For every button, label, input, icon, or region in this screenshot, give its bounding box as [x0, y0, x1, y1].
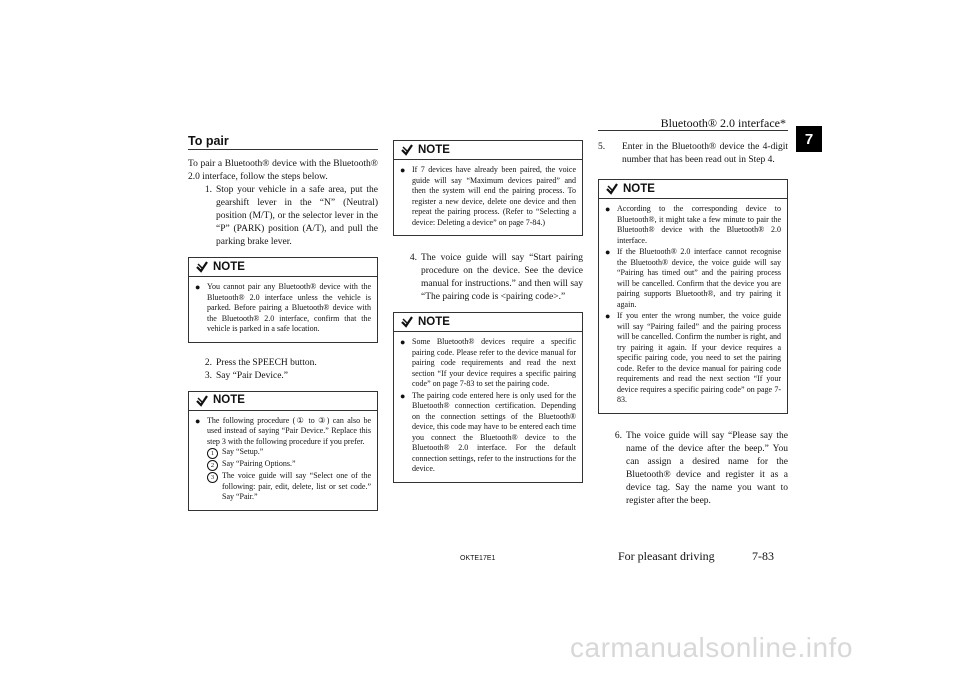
watermark: carmanualsonline.info [570, 632, 853, 663]
step-text: The voice guide will say “Please say the name of the device after the beep.” You can assign a desired name for the Bluetooth® device and register it as a device tag. Say the name you want to register after the beep. [626, 430, 788, 506]
note-header [189, 258, 377, 277]
sub-step-text: Say “Setup.” [222, 447, 264, 456]
bullet-icon: ● [605, 204, 611, 214]
note-text: The pairing code entered here is only used for the Bluetooth® connection certification. Depending on the connection settings of the Bluetooth® device, this code may have to be entered each time you connect the Bluetooth® device to the Bluetooth® 2.0 interface. For the default connection settings, refer to the instructions for the device. [412, 390, 576, 473]
step-number: 1. [204, 185, 212, 195]
note-label: NOTE [418, 315, 450, 328]
chapter-tab: 7 [796, 126, 822, 152]
step-5 [598, 141, 788, 167]
note-text: According to the corresponding device to Bluetooth®, it might take a few minute to pair the Bluetooth® device with the Bluetooth® 2.0 interface. [617, 204, 781, 245]
bullet-icon: ● [605, 247, 611, 257]
step-number: 5. [598, 142, 606, 152]
step-text: The voice guide will say “Start pairing procedure on the device. See the device manual for instructions.” and then will say “The pairing code is <pairing code>.” [421, 253, 583, 302]
note-box [188, 257, 378, 343]
note-text: If the Bluetooth® 2.0 interface cannot recognise the Bluetooth® device, the voice guide will say “Pairing has timed out” and the pairing process will be cancelled. Confirm that the device you are pairing supports Bluetooth®, and try pairing it again. [617, 247, 781, 309]
page-number: 7-83 [752, 549, 774, 563]
note-header [394, 313, 582, 332]
note-body [599, 199, 787, 406]
note-label: NOTE [213, 260, 245, 273]
sub-step-text: The voice guide will say “Select one of the following: pair, edit, delete, list or set code.” Say “Pair.” [222, 471, 371, 501]
note-item [605, 247, 781, 310]
note-body [394, 160, 582, 228]
step-3 [188, 370, 378, 383]
note-item [605, 311, 781, 406]
note-box [598, 179, 788, 414]
step-2 [188, 357, 378, 370]
step-text: Stop your vehicle in a safe area, put the gearshift lever in the “N” (Neutral) position (M/T), or the selector lever in the “P” (PARK) position (A/T), and pull the parking brake lever. [216, 185, 378, 247]
bullet-icon: ● [400, 390, 406, 401]
note-header [599, 180, 787, 199]
step-1 [188, 184, 378, 249]
note-check-icon [400, 315, 414, 329]
sub-step [207, 459, 371, 471]
step-text: Enter in the Bluetooth® device the 4-digit number that has been read out in Step 4. [622, 142, 788, 165]
note-text: If you enter the wrong number, the voice guide will say “Pairing failed” and the pairing process will be cancelled. Confirm the number is right, and try pairing it again. If your device requires a specific pairing code, you need to set the pairing code. Refer to the device manual for pairing code requirements and read the next section “If your device requires a specific pairing code” on page 7-83. [617, 311, 781, 404]
note-check-icon [605, 182, 619, 196]
bullet-icon: ● [400, 337, 406, 347]
section-title: To pair [188, 135, 378, 150]
note-item [400, 337, 576, 390]
bullet-icon: ● [195, 415, 201, 426]
step-text: Say “Pair Device.” [216, 370, 289, 381]
step-number: 3. [204, 370, 212, 381]
circled-number: 3 [207, 472, 218, 483]
sub-step [207, 471, 371, 503]
step-number: 6. [614, 430, 622, 441]
note-check-icon [195, 260, 209, 274]
sub-step-text: Say “Pairing Options.” [222, 459, 296, 468]
note-label: NOTE [213, 394, 245, 406]
note-item [400, 165, 576, 228]
note-box [393, 312, 583, 483]
note-item [400, 391, 576, 475]
column-1 [188, 135, 378, 519]
note-body [394, 332, 582, 475]
note-text: Some Bluetooth® devices require a specific pairing code. Please refer to the device manual for pairing code requirements and read the next section “If your device requires a specific pairing code” on page 7-83 to set the pairing code. [412, 337, 576, 388]
note-check-icon [400, 143, 414, 157]
header-rule [598, 130, 788, 131]
note-label: NOTE [418, 143, 450, 156]
note-item [605, 204, 781, 246]
note-box [188, 391, 378, 511]
column-3 [598, 141, 788, 508]
footer-section: For pleasant driving [618, 549, 715, 563]
note-header [189, 392, 377, 411]
note-body [189, 411, 377, 503]
note-content [207, 416, 371, 503]
bullet-icon: ● [195, 282, 201, 292]
note-item [195, 416, 371, 503]
bullet-icon: ● [605, 311, 611, 321]
note-item [195, 282, 371, 335]
step-number: 4. [409, 253, 417, 263]
step-6 [598, 430, 788, 508]
step-4 [393, 252, 583, 304]
column-2 [393, 140, 583, 491]
bullet-icon: ● [400, 165, 406, 175]
note-header [394, 141, 582, 160]
note-box [393, 140, 583, 236]
note-body [189, 277, 377, 335]
circled-number: 1 [207, 448, 218, 459]
note-text: The following procedure (① to ③) can also be used instead of saying “Pair Device.” Replace this step 3 with the following procedure if you prefer. [207, 415, 371, 446]
running-header: Bluetooth® 2.0 interface* [660, 116, 786, 130]
sub-step [207, 447, 371, 459]
step-text: Press the SPEECH button. [216, 357, 317, 368]
step-number: 2. [204, 357, 212, 368]
circled-number: 2 [207, 460, 218, 471]
document-code: OKTE17E1 [460, 555, 496, 562]
note-text: You cannot pair any Bluetooth® device with the Bluetooth® 2.0 interface unless the vehicle is parked. Before pairing a Bluetooth® device with the Bluetooth® 2.0 interface, confirm that the vehicle is parked in a safe location. [207, 282, 371, 333]
intro-paragraph: To pair a Bluetooth® device with the Bluetooth® 2.0 interface, follow the steps below. [188, 159, 378, 182]
note-text: If 7 devices have already been paired, the voice guide will say “Maximum devices paired” and then the system will end the pairing process. To register a new device, delete one device and then repeat the pairing process. (Refer to “Selecting a device: Deleting a device” on page 7-84.) [412, 165, 576, 227]
note-check-icon [195, 394, 209, 408]
note-label: NOTE [623, 182, 655, 195]
